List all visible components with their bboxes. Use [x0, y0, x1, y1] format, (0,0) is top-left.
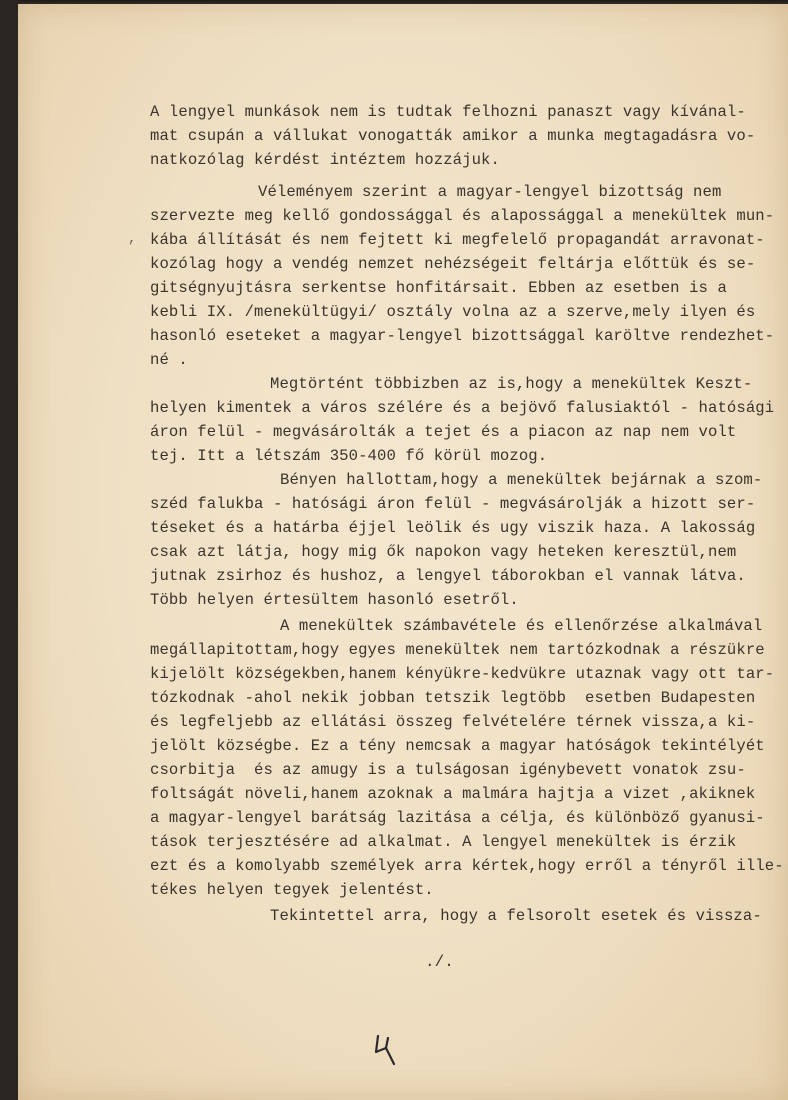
text-line: szervezte meg kellő gondossággal és alapossággal a menekültek mun-	[150, 207, 775, 225]
continuation-mark: ./.	[425, 953, 454, 971]
text-line: tózkodnak -ahol nekik jobban tetszik legtöbb esetben Budapesten	[150, 689, 756, 707]
handwritten-page-number	[372, 1030, 402, 1070]
text-line: A lengyel munkások nem is tudtak felhozni panaszt vagy kívánal-	[150, 103, 746, 121]
text-line: ezt és a komolyabb személyek arra kértek,hogy erről a tényről ille-	[150, 857, 784, 875]
text-line: Véleményem szerint a magyar-lengyel bizottság nem	[258, 183, 722, 201]
text-line: csorbitja és az amugy is a tulságosan igénybevett vonatok zsu-	[150, 761, 746, 779]
text-line: Tekintettel arra, hogy a felsorolt esetek és vissza-	[270, 907, 762, 925]
text-line: né .	[150, 351, 188, 369]
text-line: áron felül - megvásárolták a tejet és a piacon az nap nem volt	[150, 423, 737, 441]
text-line: a magyar-lengyel barátság lazitása a célja, és különböző gyanusi-	[150, 809, 765, 827]
margin-tick-mark: ,	[128, 231, 137, 247]
text-line: kába állítását és nem fejtett ki megfelelő propagandát arravonat-	[150, 231, 765, 249]
text-line: helyen kimentek a város szélére és a bejövő falusiaktól - hatósági	[150, 399, 775, 417]
text-line: Bényen hallottam,hogy a menekültek bejárnak a szom-	[280, 471, 763, 489]
text-line: A menekültek számbavétele és ellenőrzése alkalmával	[280, 617, 763, 635]
text-line: mat csupán a vállukat vonogatták amikor a munka megtagadásra vo-	[150, 127, 756, 145]
text-line: jelölt községbe. Ez a tény nemcsak a magyar hatóságok tekintélyét	[150, 737, 765, 755]
text-line: tások terjesztésére ad alkalmat. A lengyel menekültek is érzik	[150, 833, 737, 851]
text-line: kebli IX. /menekültügyi/ osztály volna az a szerve,mely ilyen és	[150, 303, 756, 321]
text-line: jutnak zsirhoz és hushoz, a lengyel táborokban el vannak látva.	[150, 567, 746, 585]
text-line: foltságát növeli,hanem azoknak a malmára hajtja a vizet ,akiknek	[150, 785, 756, 803]
text-line: tej. Itt a létszám 350-400 fő körül mozog.	[150, 447, 548, 465]
text-line: széd falukba - hatósági áron felül - megvásárolják a hizott ser-	[150, 495, 756, 513]
text-line: csak azt látja, hogy mig ők napokon vagy heteken keresztül,nem	[150, 543, 737, 561]
text-line: kozólag hogy a vendég nemzet nehézségeit feltárja előttük és se-	[150, 255, 756, 273]
text-line: natkozólag kérdést intéztem hozzájuk.	[150, 151, 500, 169]
text-line: Több helyen értesültem hasonló esetről.	[150, 591, 519, 609]
text-line: téseket és a határba éjjel leölik és ugy viszik haza. A lakosság	[150, 519, 756, 537]
text-line: megállapitottam,hogy egyes menekültek nem tartózkodnak a részükre	[150, 641, 765, 659]
text-line: és legfeljebb az ellátási összeg felvételére térnek vissza,a ki-	[150, 713, 756, 731]
text-line: Megtörtént többizben az is,hogy a menekültek Keszt-	[270, 375, 753, 393]
text-line: gitségnyujtásra serkentse honfitársait. Ebben az esetben is a	[150, 279, 727, 297]
text-line: hasonló eseteket a magyar-lengyel bizottsággal karöltve rendezhet-	[150, 327, 775, 345]
text-line: kijelölt községekben,hanem kényükre-kedvükre utaznak vagy ott tar-	[150, 665, 775, 683]
text-line: tékes helyen tegyek jelentést.	[150, 881, 434, 899]
